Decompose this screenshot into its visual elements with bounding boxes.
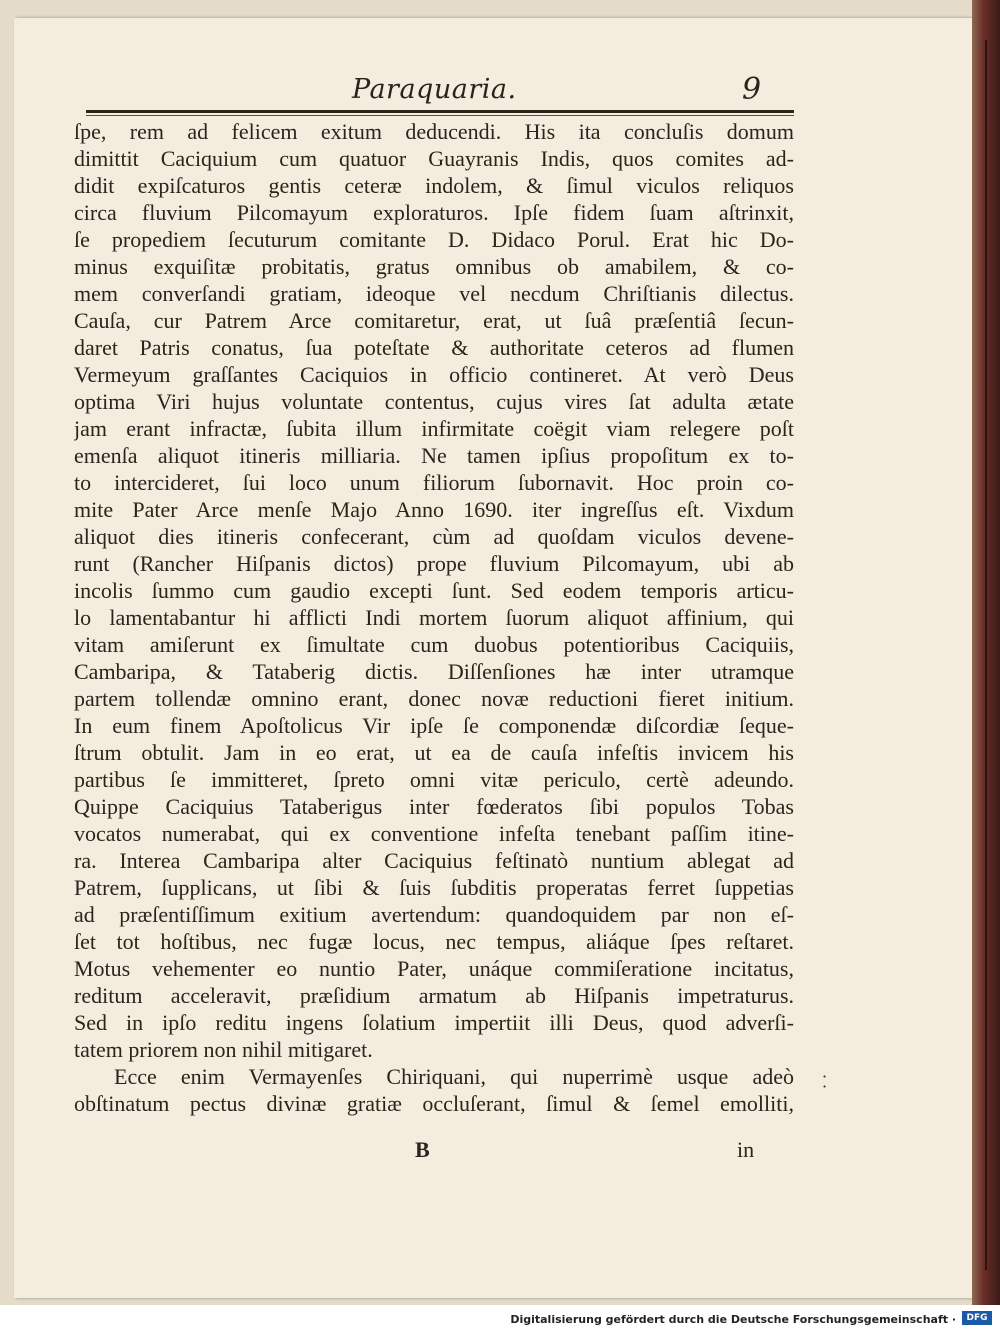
text-line: ſpe, rem ad felicem exitum deducendi. His ita concluſis domum xyxy=(74,119,794,144)
text-line: ad præſentiſſimum exitium avertendum: quandoquidem par non eſ- xyxy=(74,902,794,927)
text-line: Sed in ipſo reditu ingens ſolatium impertiit illi Deus, quod adverſi- xyxy=(74,1010,794,1035)
header-rule-thin xyxy=(86,115,794,116)
text-line: dimittit Caciquium cum quatuor Guayranis Indis, quos comites ad- xyxy=(74,146,794,171)
text-line: Motus vehementer eo nuntio Pater, unáque commiſeratione incitatus, xyxy=(74,956,794,981)
body-text xyxy=(74,118,794,1117)
text-line: optima Viri hujus voluntate contentus, cujus vires ſat adulta ætate xyxy=(74,389,794,414)
funding-credit: Digitalisierung gefördert durch die Deutsche Forschungsgemeinschaft · xyxy=(510,1313,956,1326)
text-line: mem converſandi gratiam, ideoque vel necdum Chriſtianis dilectus. xyxy=(74,281,794,306)
text-line: Quippe Caciquius Tataberigus inter fœderatos ſibi populos Tobas xyxy=(74,794,794,819)
paragraph-start-line: Ecce enim Vermayenſes Chiriquani, qui nuperrimè usque adeò xyxy=(114,1064,794,1089)
margin-mark: · · xyxy=(822,1067,828,1096)
text-line: Vermeyum graſſantes Caciquios in officio contineret. At verò Deus xyxy=(74,362,794,387)
running-title: Paraquaria. xyxy=(352,74,517,105)
text-line: didit expiſcaturos gentis ceteræ indolem, & ſimul viculos reliquos xyxy=(74,173,794,198)
text-line: daret Patris conatus, ſua poteſtate & authoritate ceteros ad flumen xyxy=(74,335,794,360)
text-line: Cambaripa, & Tataberig dictis. Diſſenſiones hæ inter utramque xyxy=(74,659,794,684)
text-line: incolis ſummo cum gaudio excepti ſunt. Sed eodem temporis articu- xyxy=(74,578,794,603)
text-line: vitam amiſerunt ex ſimultate cum duobus potentioribus Caciquiis, xyxy=(74,632,794,657)
dfg-logo: DFG xyxy=(962,1311,992,1325)
text-line: Cauſa, cur Patrem Arce comitaretur, erat, ut ſuâ præſentiâ ſecun- xyxy=(74,308,794,333)
text-line: ra. Interea Cambaripa alter Caciquius feſtinatò nuntium ablegat ad xyxy=(74,848,794,873)
page-number: 9 xyxy=(742,72,762,107)
paragraph-end-line: tatem priorem non nihil mitigaret. xyxy=(74,1037,373,1062)
text-line: minus exquiſitæ probitatis, gratus omnibus ob amabilem, & co- xyxy=(74,254,794,279)
text-line: reditum acceleravit, præſidium armatum ab Hiſpanis impetraturus. xyxy=(74,983,794,1008)
text-line: partibus ſe immitteret, ſpreto omni vitæ periculo, certè adeundo. xyxy=(74,767,794,792)
text-line: ſet tot hoſtibus, nec fugæ locus, nec tempus, aliáque ſpes reſtaret. xyxy=(74,929,794,954)
text-line: runt (Rancher Hiſpanis dictos) prope fluvium Pilcomayum, ubi ab xyxy=(74,551,794,576)
text-line: vocatos numerabat, qui ex conventione infeſta tenebant paſſim itine- xyxy=(74,821,794,846)
text-line: partem tollendæ omnino erant, donec novæ reductioni fieret initium. xyxy=(74,686,794,711)
text-line: emenſa aliquot itineris milliaria. Ne tamen ipſius propoſitum ex to- xyxy=(74,443,794,468)
text-line: circa fluvium Pilcomayum exploraturos. Ipſe fidem ſuam aſtrinxit, xyxy=(74,200,794,225)
text-line: In eum finem Apoſtolicus Vir ipſe ſe componendæ diſcordiæ ſeque- xyxy=(74,713,794,738)
text-line: Patrem, ſupplicans, ut ſibi & ſuis ſubditis properatas ferret ſuppetias xyxy=(74,875,794,900)
text-line: ſe propediem ſecuturum comitante D. Didaco Porul. Erat hic Do- xyxy=(74,227,794,252)
catchword: in xyxy=(737,1137,755,1162)
text-line: lo lamentabantur hi afflicti Indi mortem ſuorum aliquot affinium, qui xyxy=(74,605,794,630)
digitization-footer xyxy=(0,1305,1000,1330)
text-line: to intercideret, ſui loco unum filiorum ſubornavit. Hoc proin co- xyxy=(74,470,794,495)
signature-mark: B xyxy=(415,1137,430,1162)
text-line: ſtrum obtulit. Jam in eo erat, ut ea de cauſa infeſtis invicem his xyxy=(74,740,794,765)
binding-shadow xyxy=(985,40,987,1270)
text-line: jam erant infractæ, ſubita illum infirmitate coëgit viam relegere poſt xyxy=(74,416,794,441)
text-line: aliquot dies itineris confecerant, cùm ad quoſdam viculos devene- xyxy=(74,524,794,549)
text-line: mite Pater Arce menſe Majo Anno 1690. iter ingreſſus eſt. Vixdum xyxy=(74,497,794,522)
text-line: obſtinatum pectus divinæ gratiæ occluſerant, ſimul & ſemel emolliti, xyxy=(74,1091,794,1116)
header-rule xyxy=(86,110,794,113)
